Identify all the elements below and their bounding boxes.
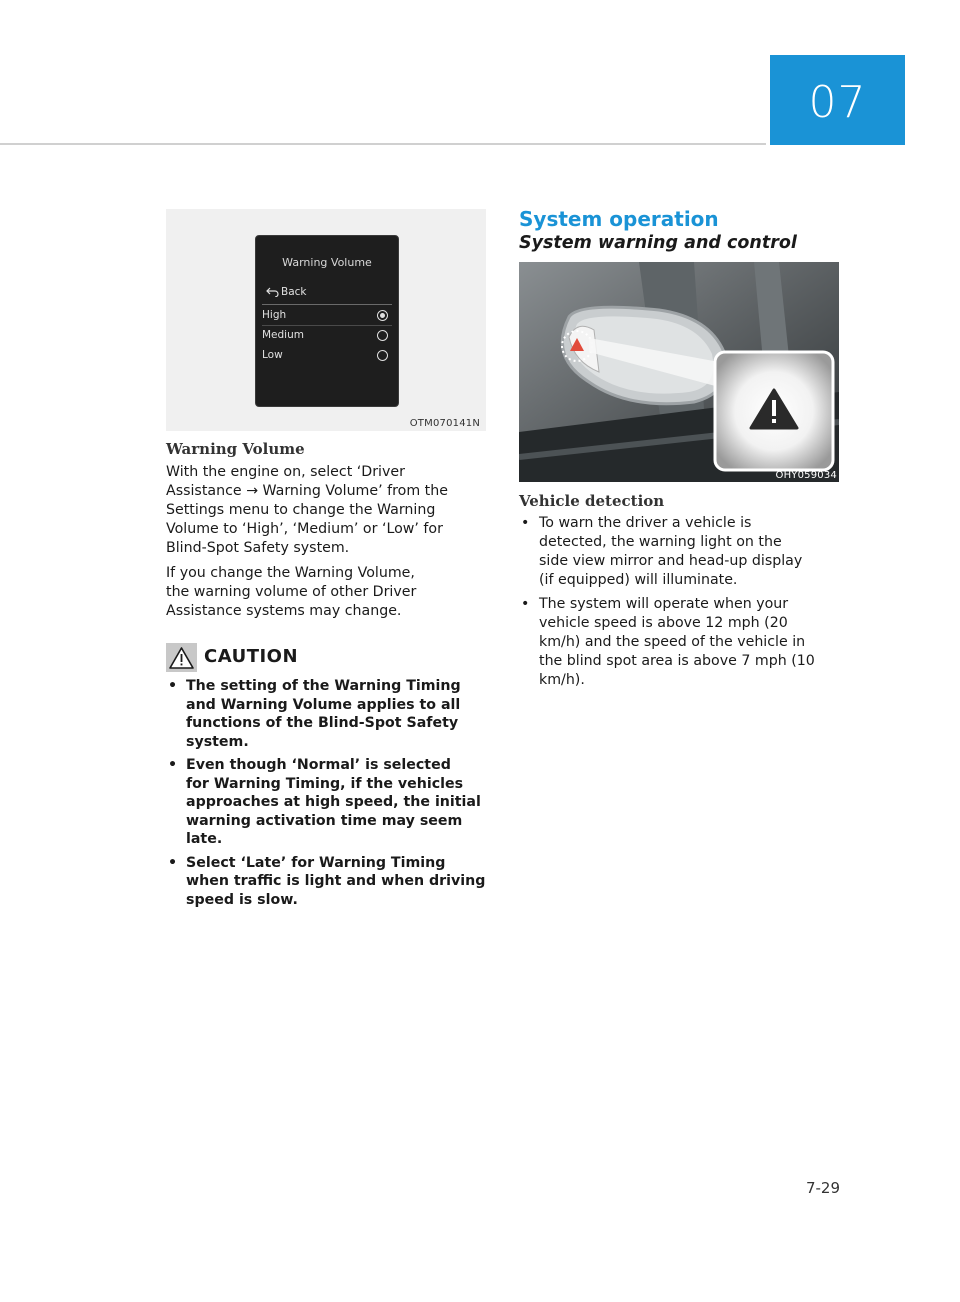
back-arrow-icon: [266, 287, 279, 297]
caution-icon: [166, 643, 197, 672]
caution-item: • Select ‘Late’ for Warning Timing when traffic is light and when driving speed is slow.: [166, 854, 490, 910]
paragraph: With the engine on, select ‘Driver Assistance → Warning Volume’ from the Settings menu to change the Warning Volume to ‘High’, ‘Medium’ or ‘Low’ for Blind-Spot Safety system.: [166, 464, 448, 556]
radio-empty-icon: [377, 330, 388, 341]
radio-empty-icon: [377, 350, 388, 361]
option-label: Low: [262, 349, 283, 361]
radio-selected-icon: [377, 310, 388, 321]
page-number: 7-29: [805, 1179, 840, 1197]
detection-item: • The system will operate when your vehicle speed is above 12 mph (20 km/h) and the speed of the vehicle in the blind spot area is above 7 mph (10 km/h).: [519, 595, 839, 690]
back-label: Back: [281, 286, 307, 298]
header-rule: [0, 143, 766, 145]
caution-title: CAUTION: [204, 646, 299, 667]
subsection-title: System warning and control: [519, 233, 797, 253]
figure-code: OHY059034: [775, 470, 837, 481]
option-low: [262, 346, 392, 365]
vehicle-detection-list: [519, 514, 839, 695]
figure-code: OTM070141N: [409, 418, 480, 429]
option-medium: [262, 326, 392, 345]
caution-item: • The setting of the Warning Timing and Warning Volume applies to all functions of the Blind-Spot Safety system.: [166, 677, 490, 751]
chapter-tab: [770, 55, 905, 145]
screen-divider: [262, 304, 392, 305]
vehicle-detection-heading: Vehicle detection: [519, 492, 665, 510]
detection-item: • To warn the driver a vehicle is detected, the warning light on the side view mirror and head-up display (if equipped) will illuminate.: [519, 514, 839, 590]
option-label: Medium: [262, 329, 304, 341]
caution-item: • Even though ‘Normal’ is selected for Warning Timing, if the vehicles approaches at high speed, the initial warning activation time may seem late.: [166, 756, 490, 849]
warning-volume-heading: Warning Volume: [166, 440, 305, 458]
chapter-number: 07: [808, 77, 867, 128]
cluster-screen: [255, 235, 399, 407]
back-item: [266, 286, 307, 298]
caution-list: [166, 677, 490, 914]
warning-volume-figure: [166, 209, 486, 431]
screen-title: Warning Volume: [282, 256, 372, 269]
warning-volume-text: [166, 463, 490, 621]
option-label: High: [262, 309, 287, 321]
section-title: System operation: [519, 207, 719, 231]
blind-spot-mirror-figure: [519, 262, 839, 482]
option-high: [262, 306, 392, 325]
paragraph: If you change the Warning Volume, the warning volume of other Driver Assistance systems may change.: [166, 565, 417, 619]
mirror-illustration: [519, 262, 839, 482]
